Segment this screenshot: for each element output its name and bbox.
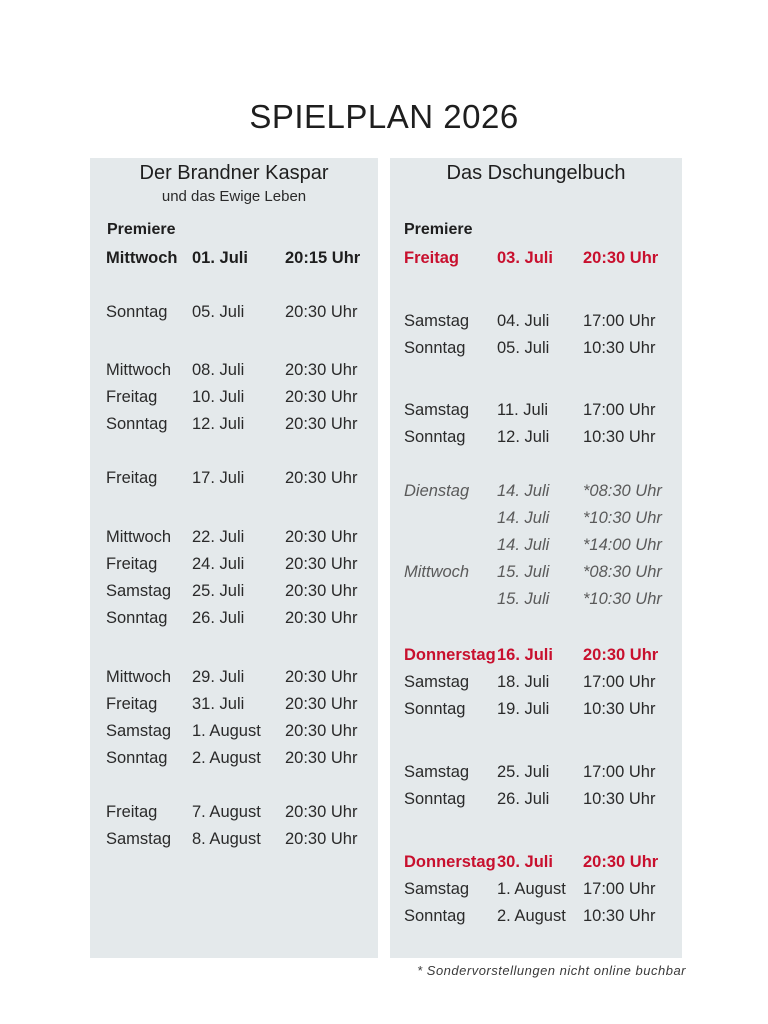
schedule-row (390, 760, 682, 784)
schedule-time: *10:30 Uhr (583, 590, 662, 608)
schedule-date: 01. Juli (192, 249, 248, 267)
schedule-row (90, 385, 378, 409)
schedule-date: 15. Juli (497, 563, 550, 581)
schedule-day: Mittwoch (106, 249, 178, 267)
schedule-date: 7. August (192, 803, 261, 821)
schedule-day: Dienstag (404, 482, 470, 500)
schedule-day: Sonntag (106, 609, 168, 627)
schedule-row (90, 665, 378, 689)
schedule-day: Samstag (404, 673, 470, 691)
schedule-day: Sonntag (106, 415, 168, 433)
schedule-day: Samstag (404, 880, 470, 898)
schedule-row (390, 425, 682, 449)
schedule-date: 05. Juli (192, 303, 245, 321)
schedule-row (90, 552, 378, 576)
schedule-day: Sonntag (404, 907, 466, 925)
schedule-date: 16. Juli (497, 646, 553, 664)
panel-heading: Der Brandner Kaspar (139, 162, 329, 184)
schedule-date: 25. Juli (192, 582, 245, 600)
schedule-row (90, 412, 378, 436)
schedule-time: 20:30 Uhr (285, 582, 358, 600)
schedule-time: 20:30 Uhr (285, 415, 358, 433)
schedule-date: 10. Juli (192, 388, 245, 406)
schedule-time: 20:30 Uhr (285, 528, 358, 546)
schedule-date: 24. Juli (192, 555, 245, 573)
schedule-time: 20:30 Uhr (285, 469, 358, 487)
schedule-panel-brandner-kaspar (90, 158, 378, 958)
schedule-day: Freitag (106, 803, 158, 821)
schedule-time: 20:30 Uhr (285, 830, 358, 848)
schedule-row (90, 300, 378, 324)
schedule-date: 05. Juli (497, 339, 550, 357)
schedule-date: 18. Juli (497, 673, 550, 691)
schedule-day: Sonntag (404, 790, 466, 808)
schedule-row (390, 560, 682, 584)
schedule-row (90, 692, 378, 716)
schedule-time: 10:30 Uhr (583, 428, 656, 446)
schedule-time: 20:15 Uhr (285, 249, 361, 267)
schedule-date: 2. August (497, 907, 566, 925)
schedule-date: 8. August (192, 830, 261, 848)
schedule-date: 14. Juli (497, 536, 550, 554)
schedule-day: Mittwoch (106, 528, 172, 546)
schedule-time: 20:30 Uhr (285, 388, 358, 406)
schedule-row (90, 719, 378, 743)
schedule-day: Mittwoch (404, 563, 470, 581)
schedule-day: Freitag (106, 695, 158, 713)
premiere-label: Premiere (404, 221, 473, 238)
schedule-row (390, 587, 682, 611)
page-title: SPIELPLAN 2026 (249, 98, 519, 135)
schedule-row (390, 246, 682, 270)
schedule-day: Donnerstag (404, 646, 496, 664)
footnote: * Sondervorstellungen nicht online buchbar (417, 963, 686, 978)
schedule-day: Sonntag (404, 428, 466, 446)
schedule-date: 22. Juli (192, 528, 245, 546)
schedule-time: 10:30 Uhr (583, 700, 656, 718)
schedule-time: 20:30 Uhr (285, 303, 358, 321)
schedule-day: Samstag (404, 312, 470, 330)
schedule-date: 14. Juli (497, 509, 550, 527)
schedule-day: Samstag (106, 722, 172, 740)
schedule-time: 20:30 Uhr (285, 609, 358, 627)
schedule-time: 10:30 Uhr (583, 907, 656, 925)
schedule-date: 31. Juli (192, 695, 245, 713)
schedule-time: 17:00 Uhr (583, 880, 656, 898)
schedule-time: *10:30 Uhr (583, 509, 662, 527)
schedule-date: 08. Juli (192, 361, 245, 379)
schedule-date: 1. August (497, 880, 566, 898)
schedule-date: 25. Juli (497, 763, 550, 781)
schedule-day: Freitag (404, 249, 460, 267)
schedule-row (390, 850, 682, 874)
panel-heading: Das Dschungelbuch (446, 162, 626, 184)
schedule-row (90, 579, 378, 603)
schedule-time: 20:30 Uhr (583, 249, 659, 267)
schedule-time: *08:30 Uhr (583, 563, 662, 581)
schedule-date: 12. Juli (192, 415, 245, 433)
schedule-day: Samstag (404, 401, 470, 419)
schedule-day: Freitag (106, 469, 158, 487)
schedule-row (90, 525, 378, 549)
schedule-row (390, 643, 682, 667)
panel-subheading: und das Ewige Leben (161, 188, 307, 205)
schedule-row (390, 533, 682, 557)
schedule-panel-dschungelbuch (390, 158, 682, 958)
schedule-row (90, 827, 378, 851)
schedule-day: Sonntag (106, 303, 168, 321)
schedule-date: 03. Juli (497, 249, 553, 267)
schedule-time: 20:30 Uhr (285, 555, 358, 573)
schedule-row (390, 904, 682, 928)
schedule-date: 14. Juli (497, 482, 550, 500)
schedule-row (390, 336, 682, 360)
schedule-time: 20:30 Uhr (583, 646, 659, 664)
schedule-row (390, 479, 682, 503)
schedule-time: 17:00 Uhr (583, 673, 656, 691)
schedule-row (390, 787, 682, 811)
premiere-label: Premiere (107, 221, 176, 238)
schedule-day: Sonntag (404, 700, 466, 718)
schedule-date: 17. Juli (192, 469, 245, 487)
schedule-time: 17:00 Uhr (583, 401, 656, 419)
schedule-row (390, 309, 682, 333)
schedule-row (390, 877, 682, 901)
schedule-time: 10:30 Uhr (583, 790, 656, 808)
schedule-day: Samstag (404, 763, 470, 781)
schedule-time: 20:30 Uhr (285, 722, 358, 740)
schedule-time: 20:30 Uhr (285, 668, 358, 686)
schedule-date: 26. Juli (192, 609, 245, 627)
schedule-row (390, 670, 682, 694)
schedule-date: 26. Juli (497, 790, 550, 808)
schedule-row (390, 697, 682, 721)
schedule-row (90, 246, 378, 270)
schedule-row (90, 800, 378, 824)
schedule-date: 2. August (192, 749, 261, 767)
schedule-date: 19. Juli (497, 700, 550, 718)
schedule-date: 04. Juli (497, 312, 550, 330)
schedule-day: Freitag (106, 555, 158, 573)
schedule-day: Samstag (106, 582, 172, 600)
schedule-date: 1. August (192, 722, 261, 740)
schedule-date: 12. Juli (497, 428, 550, 446)
schedule-day: Donnerstag (404, 853, 496, 871)
schedule-row (90, 358, 378, 382)
schedule-time: 17:00 Uhr (583, 312, 656, 330)
schedule-time: 20:30 Uhr (285, 695, 358, 713)
schedule-time: *08:30 Uhr (583, 482, 662, 500)
schedule-time: 20:30 Uhr (285, 361, 358, 379)
schedule-row (90, 606, 378, 630)
schedule-day: Sonntag (106, 749, 168, 767)
schedule-day: Freitag (106, 388, 158, 406)
schedule-time: 10:30 Uhr (583, 339, 656, 357)
schedule-day: Samstag (106, 830, 172, 848)
schedule-date: 29. Juli (192, 668, 245, 686)
schedule-time: 17:00 Uhr (583, 763, 656, 781)
schedule-time: 20:30 Uhr (583, 853, 659, 871)
schedule-row (90, 746, 378, 770)
schedule-date: 11. Juli (497, 401, 549, 419)
schedule-date: 15. Juli (497, 590, 550, 608)
schedule-row (390, 398, 682, 422)
schedule-time: *14:00 Uhr (583, 536, 662, 554)
schedule-time: 20:30 Uhr (285, 803, 358, 821)
schedule-date: 30. Juli (497, 853, 553, 871)
schedule-row (390, 506, 682, 530)
schedule-row (90, 466, 378, 490)
schedule-day: Sonntag (404, 339, 466, 357)
schedule-day: Mittwoch (106, 361, 172, 379)
schedule-time: 20:30 Uhr (285, 749, 358, 767)
schedule-day: Mittwoch (106, 668, 172, 686)
